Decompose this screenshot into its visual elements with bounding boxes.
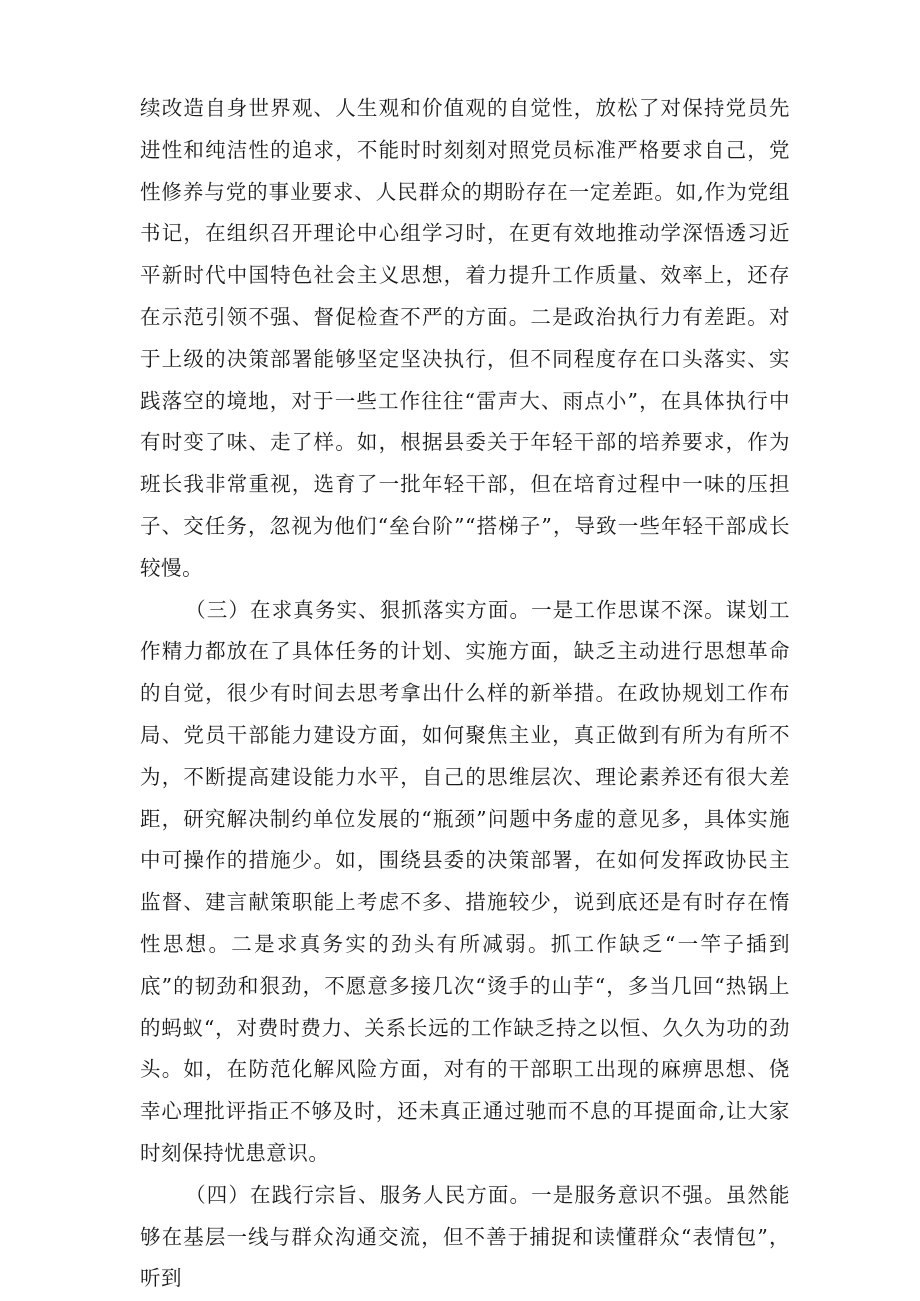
paragraph-section-4: （四）在践行宗旨、服务人民方面。一是服务意识不强。虽然能够在基层一线与群众沟通交流，但不善于捕捉和读懂群众“表情包”，听到 <box>140 1182 790 1291</box>
paragraph-continuation: 续改造自身世界观、人生观和价值观的自觉性，放松了对保持党员先进性和纯洁性的追求，不能时时刻刻对照党员标准严格要求自己，党性修养与党的事业要求、人民群众的期盼存在一定差距。如,作为党组书记，在组织召开理论中心组学习时，在更有效地推动学深悟透习近平新时代中国特色社会主义思想，着力提升工作质量、效率上，还存在示范引领不强、督促检查不严的方面。二是政治执行力有差距。对于上级的决策部署能够坚定坚决执行，但不同程度存在口头落实、实践落空的境地，对于一些工作往往“雷声大、雨点小”，在具体执行中有时变了味、走了样。如，根据县委关于年轻干部的培养要求，作为班长我非常重视，选育了一批年轻干部，但在培育过程中一味的压担子、交任务，忽视为他们“垒台阶”“搭梯子”，导致一些年轻干部成长较慢。 <box>140 96 790 580</box>
document-body <box>140 88 790 1300</box>
paragraph-section-3: （三）在求真务实、狠抓落实方面。一是工作思谋不深。谋划工作精力都放在了具体任务的计划、实施方面，缺乏主动进行思想革命的自觉，很少有时间去思考拿出什么样的新举措。在政协规划工作布局、党员干部能力建设方面，如何聚焦主业，真正做到有所为有所不为，不断提高建设能力水平，自己的思维层次、理论素养还有很大差距，研究解决制约单位发展的“瓶颈”问题中务虚的意见多，具体实施中可操作的措施少。如，围绕县委的决策部署，在如何发挥政协民主监督、建言献策职能上考虑不多、措施较少，说到底还是有时存在惰性思想。二是求真务实的劲头有所减弱。抓工作缺乏“一竿子插到底”的韧劲和狠劲，不愿意多接几次“烫手的山芋“，多当几回“热锅上的蚂蚁“，对费时费力、关系长远的工作缺乏持之以恒、久久为功的劲头。如，在防范化解风险方面，对有的干部职工出现的麻痹思想、侥幸心理批评指正不够及时，还未真正通过驰而不息的耳提面命,让大家时刻保持忧患意识。 <box>140 597 790 1165</box>
